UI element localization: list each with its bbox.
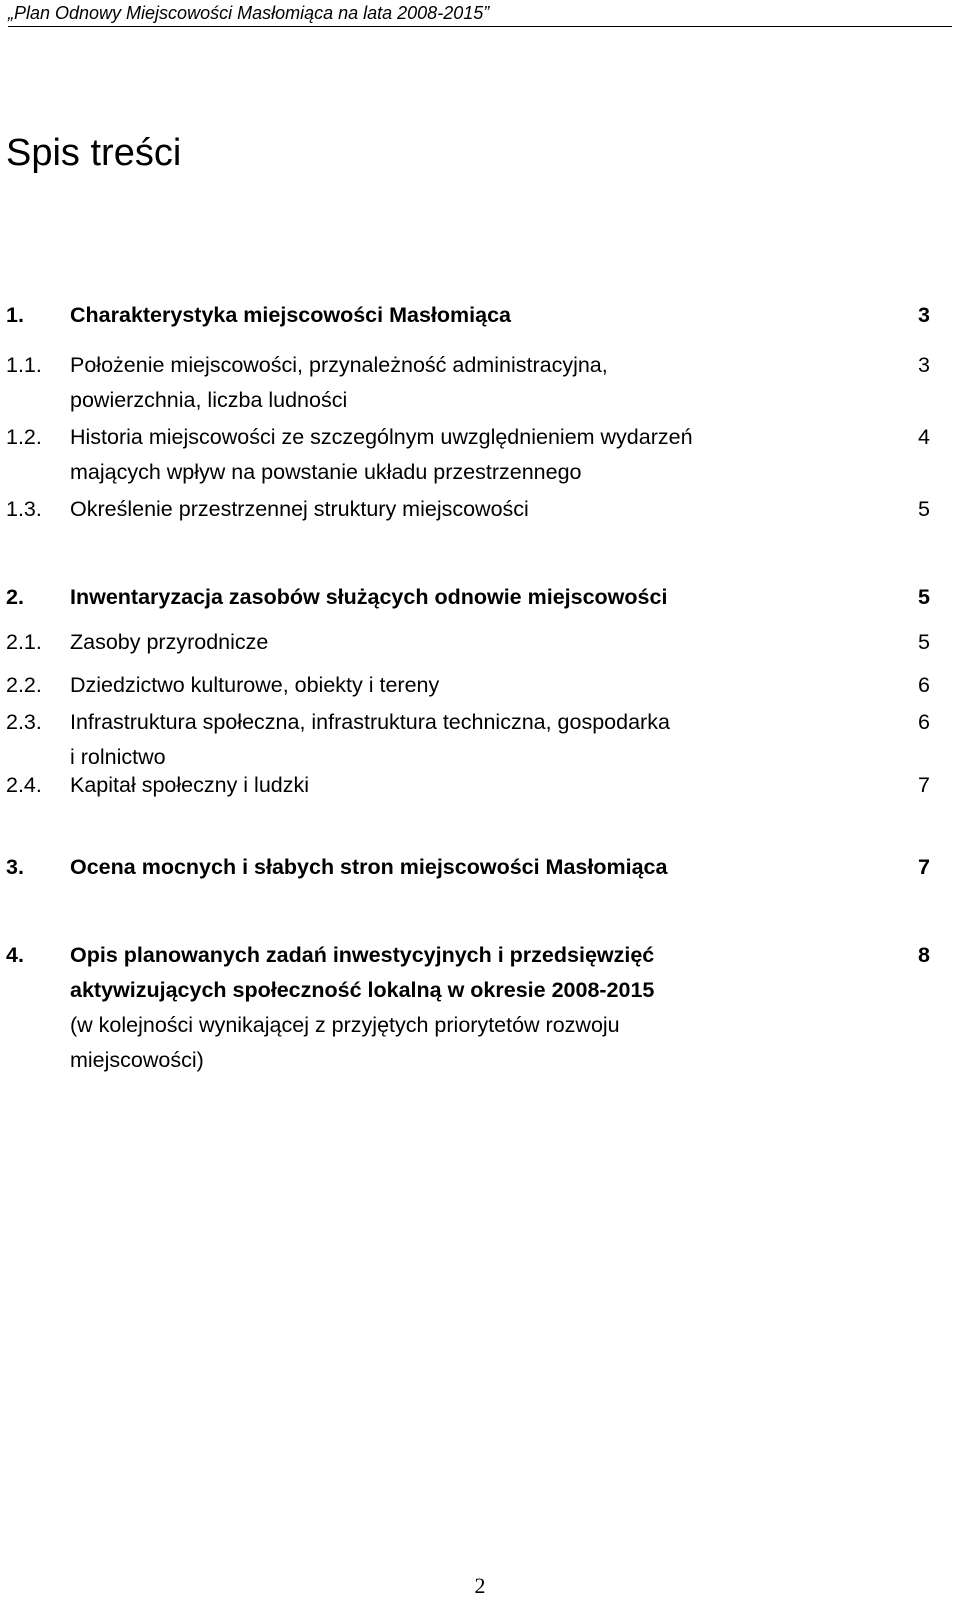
header-rule [8, 26, 952, 27]
toc-entry-title-line: Położenie miejscowości, przynależność administracyjna, [70, 353, 608, 377]
toc-entry[interactable] [6, 625, 930, 660]
toc-entry-title [70, 348, 860, 418]
toc-entry-number: 3. [6, 855, 24, 879]
toc-entry-title [70, 492, 860, 527]
toc-entry-number: 2. [6, 585, 24, 609]
toc-entry-title [70, 625, 860, 660]
toc-entry[interactable] [6, 850, 930, 885]
toc-entry-page: 4 [918, 425, 930, 449]
toc-entry-subtitle-line: miejscowości) [70, 1048, 204, 1072]
toc-entry-number: 2.1. [6, 630, 42, 654]
toc-entry-title-line: Ocena mocnych i słabych stron miejscowości Masłomiąca [70, 855, 668, 879]
toc-entry-page: 6 [918, 673, 930, 697]
toc-entry[interactable] [6, 938, 930, 1078]
toc-entry-title [70, 850, 860, 885]
toc-entry-title-line: mających wpływ na powstanie układu przestrzennego [70, 460, 582, 484]
toc-entry-title-line: Zasoby przyrodnicze [70, 630, 269, 654]
toc-entry-title [70, 668, 860, 703]
toc-entry-number: 1.3. [6, 497, 42, 521]
toc-entry-title [70, 580, 860, 615]
toc-entry[interactable] [6, 705, 930, 775]
toc-entry-title-line: Inwentaryzacja zasobów służących odnowie miejscowości [70, 585, 668, 609]
toc-entry-number: 1.1. [6, 353, 42, 377]
toc-entry-title-line: powierzchnia, liczba ludności [70, 388, 348, 412]
toc-entry-page: 3 [918, 353, 930, 377]
toc-entry-title-line: Dziedzictwo kulturowe, obiekty i tereny [70, 673, 440, 697]
toc-entry-title-line: Charakterystyka miejscowości Masłomiąca [70, 303, 511, 327]
toc-entry-number: 1. [6, 303, 24, 327]
toc-entry-page: 5 [918, 585, 930, 609]
toc-entry[interactable] [6, 298, 930, 333]
toc-entry-title [70, 768, 860, 803]
toc-entry-title-line: Infrastruktura społeczna, infrastruktura techniczna, gospodarka [70, 710, 670, 734]
toc-entry-number: 2.2. [6, 673, 42, 697]
toc-entry[interactable] [6, 668, 930, 703]
toc-entry-number: 4. [6, 943, 24, 967]
toc-entry-subtitle-line: (w kolejności wynikającej z przyjętych priorytetów rozwoju [70, 1013, 620, 1037]
toc-entry-page: 6 [918, 710, 930, 734]
toc-entry-title [70, 938, 860, 1078]
toc-entry-title [70, 705, 860, 775]
toc-entry-title-line: i rolnictwo [70, 745, 166, 769]
toc-entry-number: 2.4. [6, 773, 42, 797]
page-title: Spis treści [6, 132, 182, 174]
toc-entry-page: 5 [918, 630, 930, 654]
page-number: 2 [474, 1573, 486, 1598]
toc-entry-page: 8 [918, 943, 930, 967]
toc-entry[interactable] [6, 580, 930, 615]
toc-entry-title-line: aktywizujących społeczność lokalną w okresie 2008-2015 [70, 978, 655, 1002]
toc-entry-title-line: Określenie przestrzennej struktury miejscowości [70, 497, 529, 521]
toc-entry-page: 5 [918, 497, 930, 521]
toc-entry-title-line: Kapitał społeczny i ludzki [70, 773, 310, 797]
toc-entry-title-line: Opis planowanych zadań inwestycyjnych i przedsięwzięć [70, 943, 655, 967]
toc-entry-page: 7 [918, 855, 930, 879]
toc-entry-title-line: Historia miejscowości ze szczególnym uwzględnieniem wydarzeń [70, 425, 693, 449]
toc-entry-page: 3 [918, 303, 930, 327]
toc-entry-title [70, 298, 860, 333]
toc-entry-page: 7 [918, 773, 930, 797]
running-header: „Plan Odnowy Miejscowości Masłomiąca na lata 2008-2015” [8, 3, 490, 23]
toc-entry[interactable] [6, 492, 930, 527]
toc-entry-title [70, 420, 860, 490]
toc-entry[interactable] [6, 348, 930, 418]
toc-entry[interactable] [6, 768, 930, 803]
toc-entry[interactable] [6, 420, 930, 490]
toc-entry-number: 1.2. [6, 425, 42, 449]
toc-entry-number: 2.3. [6, 710, 42, 734]
